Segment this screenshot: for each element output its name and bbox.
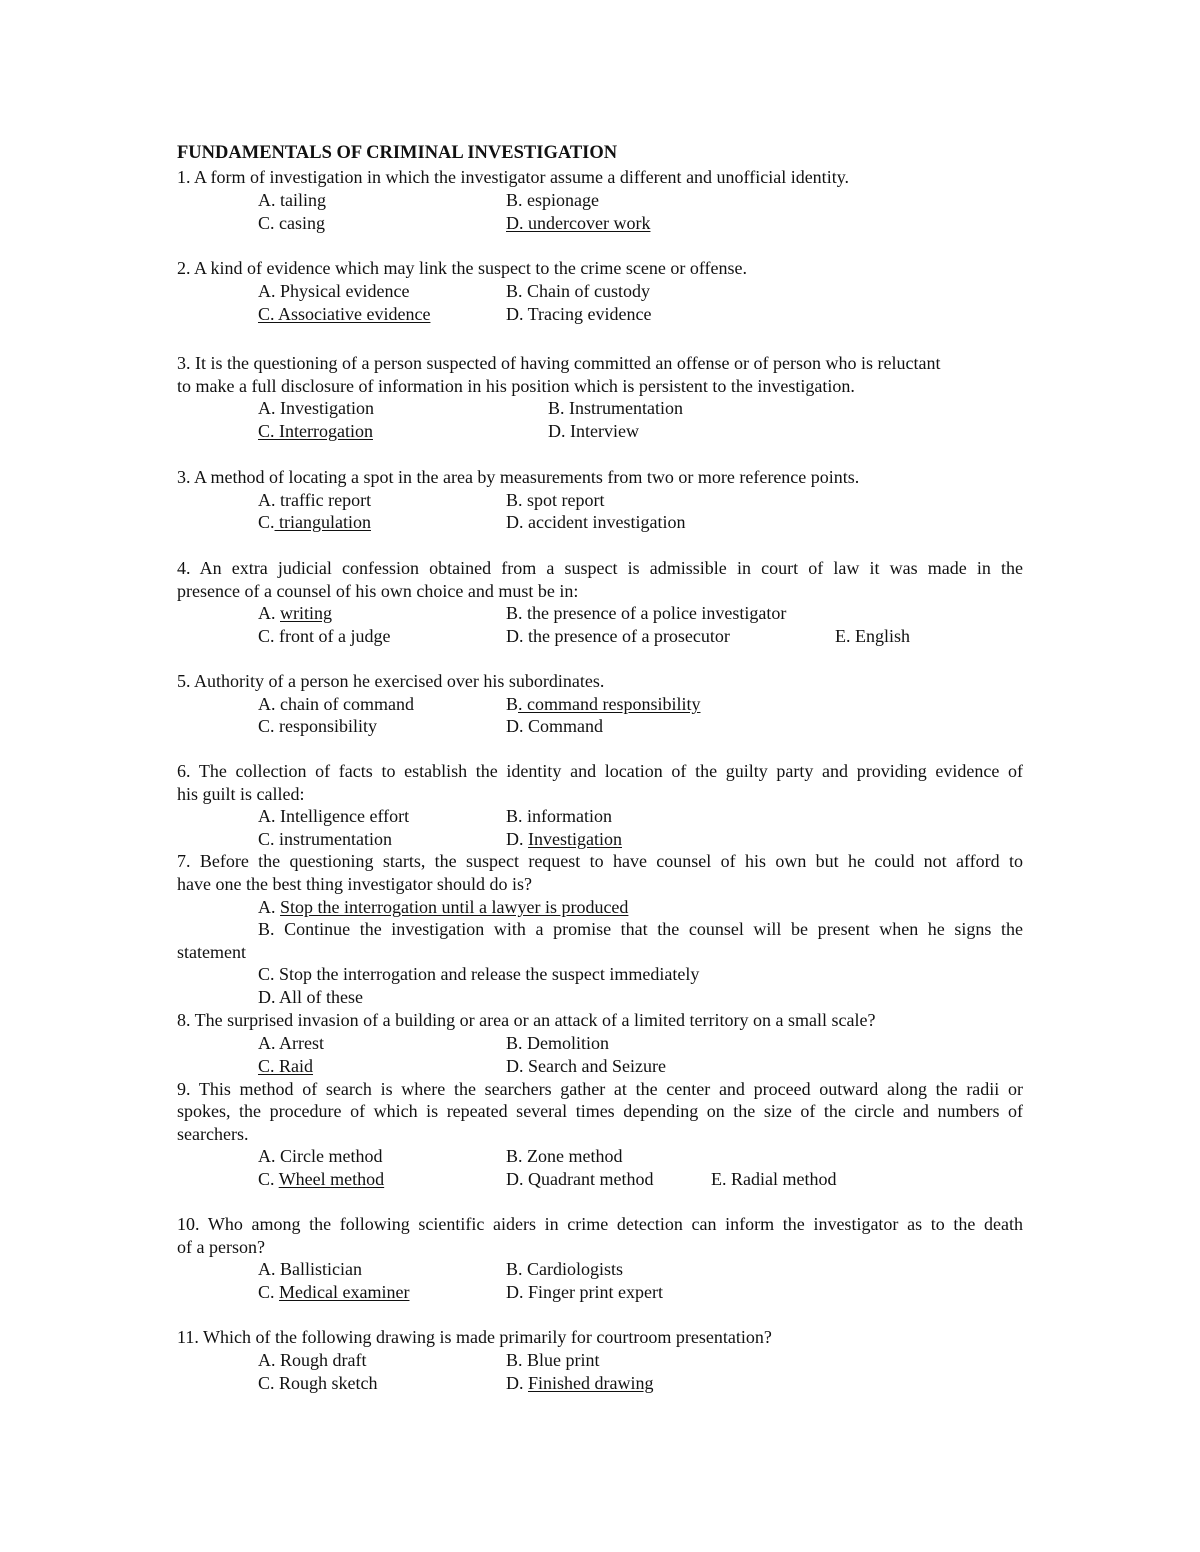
question-9-option-e: E. Radial method (711, 1169, 837, 1189)
question-3b-answer: triangulation (274, 512, 371, 532)
question-9-stem-line-2: spokes, the procedure of which is repeated several times depending on the size of the circle and numbers of (177, 1101, 1023, 1121)
document-title: FUNDAMENTALS OF CRIMINAL INVESTIGATION (177, 143, 618, 163)
question-2-option-b: B. Chain of custody (506, 281, 650, 301)
question-7-option-d: D. All of these (258, 987, 363, 1007)
question-1-option-b: B. espionage (506, 190, 599, 210)
question-2-stem: 2. A kind of evidence which may link the suspect to the crime scene or offense. (177, 258, 748, 278)
question-7-stem-line-2: have one the best thing investigator should do is? (177, 874, 532, 894)
question-9-option-a: A. Circle method (258, 1146, 383, 1166)
question-10-stem-line-2: of a person? (177, 1237, 265, 1257)
question-8-option-c-answer: C. Raid (258, 1056, 314, 1076)
question-9-option-d: D. Quadrant method (506, 1169, 654, 1189)
question-6-stem-line-2: his guilt is called: (177, 784, 305, 804)
question-10-option-a: A. Ballistician (258, 1259, 362, 1279)
question-6-answer: Investigation (528, 829, 622, 849)
question-3b-option-c (258, 511, 371, 533)
question-10-option-d: D. Finger print expert (506, 1282, 663, 1302)
question-6-option-a: A. Intelligence effort (258, 806, 410, 826)
question-6-stem-line-1: 6. The collection of facts to establish the identity and location of the guilty party and providing evidence of (177, 761, 1023, 781)
question-5-answer: . command responsibility (518, 694, 701, 714)
question-9-stem-line-1: 9. This method of search is where the searchers gather at the center and proceed outward along the radii or (177, 1079, 1023, 1099)
question-6-option-b: B. information (506, 806, 612, 826)
question-5-option-a: A. chain of command (258, 694, 414, 714)
question-3b-option-d: D. accident investigation (506, 512, 686, 532)
option-prefix: A. (258, 897, 280, 917)
question-3a-option-c-answer: C. Interrogation (258, 421, 373, 441)
question-11-option-c: C. Rough sketch (258, 1373, 378, 1393)
question-9-option-c (258, 1168, 384, 1190)
question-5-option-c: C. responsibility (258, 716, 378, 736)
option-prefix: D. (506, 1373, 528, 1393)
option-prefix: B (506, 694, 519, 714)
option-prefix: A. (258, 603, 280, 623)
question-4-stem-line-1: 4. An extra judicial confession obtained from a suspect is admissible in court of law it was made in the (177, 558, 1023, 578)
option-prefix: C. (258, 1169, 279, 1189)
question-3a-option-d: D. Interview (548, 421, 639, 441)
question-7-option-b-line-1: B. Continue the investigation with a promise that the counsel will be present when he signs the (258, 919, 1023, 939)
question-9-answer: Wheel method (278, 1169, 385, 1189)
question-1-option-a: A. tailing (258, 190, 326, 210)
question-2-option-d: D. Tracing evidence (506, 304, 652, 324)
question-3b-stem: 3. A method of locating a spot in the area by measurements from two or more reference points. (177, 467, 860, 487)
question-7-answer: Stop the interrogation until a lawyer is produced (280, 897, 629, 917)
question-3a-option-a: A. Investigation (258, 398, 374, 418)
question-9-stem-line-3: searchers. (177, 1124, 249, 1144)
question-10-option-b: B. Cardiologists (506, 1259, 624, 1279)
question-8-stem: 8. The surprised invasion of a building or area or an attack of a limited territory on a small scale? (177, 1010, 876, 1030)
question-7-option-a (258, 896, 628, 918)
question-1-stem: 1. A form of investigation in which the investigator assume a different and unofficial identity. (177, 167, 850, 187)
question-10-answer: Medical examiner (279, 1282, 410, 1302)
question-8-option-b: B. Demolition (506, 1033, 609, 1053)
question-4-stem-line-2: presence of a counsel of his own choice and must be in: (177, 581, 579, 601)
question-5-option-b (506, 693, 701, 715)
question-5-stem: 5. Authority of a person he exercised over his subordinates. (177, 671, 605, 691)
question-7-option-b-line-2: statement (177, 942, 246, 962)
question-4-option-d: D. the presence of a prosecutor (506, 626, 730, 646)
option-prefix: C. (258, 512, 275, 532)
question-3a-stem-line-1: 3. It is the questioning of a person suspected of having committed an offense or of person who is reluctant (177, 353, 941, 373)
question-11-option-d (506, 1372, 654, 1394)
question-11-option-b: B. Blue print (506, 1350, 600, 1370)
question-1-option-c: C. casing (258, 213, 325, 233)
question-3a-stem-line-2: to make a full disclosure of information in his position which is persistent to the investigation. (177, 376, 855, 396)
option-prefix: D. (506, 829, 528, 849)
question-2-option-a: A. Physical evidence (258, 281, 410, 301)
question-4-answer: writing (280, 603, 332, 623)
question-11-option-a: A. Rough draft (258, 1350, 367, 1370)
question-9-option-b: B. Zone method (506, 1146, 623, 1166)
question-6-option-c: C. instrumentation (258, 829, 392, 849)
question-7-stem-line-1: 7. Before the questioning starts, the suspect request to have counsel of his own but he could not afford to (177, 851, 1023, 871)
question-11-answer: Finished drawing (528, 1373, 654, 1393)
option-prefix: C. (258, 1282, 280, 1302)
question-4-option-b: B. the presence of a police investigator (506, 603, 787, 623)
question-4-option-c: C. front of a judge (258, 626, 391, 646)
question-11-stem: 11. Which of the following drawing is made primarily for courtroom presentation? (177, 1327, 772, 1347)
question-6-option-d (506, 828, 622, 850)
question-8-option-d: D. Search and Seizure (506, 1056, 666, 1076)
question-10-stem-line-1: 10. Who among the following scientific aiders in crime detection can inform the investigator as to the death (177, 1214, 1023, 1234)
question-10-option-c (258, 1281, 409, 1303)
question-1-option-d-answer: D. undercover work (506, 213, 651, 233)
question-4-option-e: E. English (835, 626, 910, 646)
question-3a-option-b: B. Instrumentation (548, 398, 683, 418)
question-4-option-a (258, 602, 332, 624)
question-8-option-a: A. Arrest (258, 1033, 324, 1053)
question-3b-option-b: B. spot report (506, 490, 605, 510)
question-2-option-c-answer: C. Associative evidence (258, 304, 431, 324)
question-5-option-d: D. Command (506, 716, 603, 736)
question-3b-option-a: A. traffic report (258, 490, 372, 510)
question-7-option-c: C. Stop the interrogation and release the suspect immediately (258, 964, 700, 984)
